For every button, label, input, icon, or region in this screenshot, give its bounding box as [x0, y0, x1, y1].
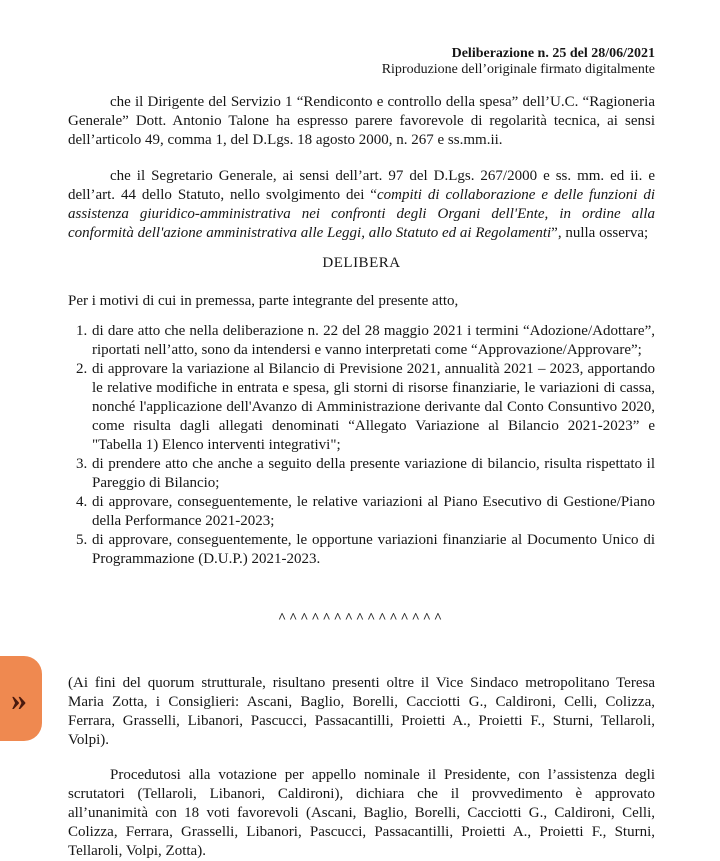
paragraph-dirigente: che il Dirigente del Servizio 1 “Rendiconto e controllo della spesa” dell’U.C. “Ragioneria Generale” Dott. Antonio Talone ha espresso parere favorevole di regolarità tecnica, ai sensi dell’articolo 49, comma 1, del D.Lgs. 18 agosto 2000, n. 267 e ss.mm.ii. — [68, 94, 655, 148]
paragraph-quorum: (Ai fini del quorum strutturale, risultano presenti oltre il Vice Sindaco metropolitano Teresa Maria Zotta, i Consiglieri: Ascani, Baglio, Borelli, Cacciotti G., Caldironi, Celli, Colizza, Ferrara, Grasselli, Libanori, Pascucci, Passacantilli, Proietti A., Proietti F., Sturni, Tellaroli, Volpi). — [68, 675, 655, 748]
reproduction-note: Riproduzione dell’originale firmato digitalmente — [381, 62, 655, 77]
list-item: 2. di approvare la variazione al Bilancio di Previsione 2021, annualità 2021 – 2023, apportando le relative modifiche in entrata e spesa, gli storni di risorse finanziarie, le variazioni di cassa, nonché l'applicazione dell'Avanzo di Amministrazione derivante dal Conto Consuntivo 2020, come risulta dagli allegati denominati “Allegato Variazione al Bilancio 2021-2023” e "Tabella 1) Elenco interventi integrativi"; — [91, 360, 655, 455]
deliberation-number: Deliberazione n. 25 del 28/06/2021 — [451, 46, 655, 61]
paragraph-segretario — [68, 167, 655, 243]
list-item: 5. di approvare, conseguentemente, le opportune variazioni finanziarie al Documento Unico di Programmazione (D.U.P.) 2021-2023. — [91, 531, 655, 569]
segretario-prefix: che il Segretario Generale, ai sensi dell’art. 97 del D.Lgs. 267/2000 e ss. mm. ed ii. e dell’art. 44 dello Statuto, nello svolgimento dei “ — [68, 168, 655, 203]
next-page-button[interactable] — [0, 656, 42, 741]
caret-separator: ^^^^^^^^^^^^^^^ — [277, 611, 446, 626]
paragraph-votazione: Procedutosi alla votazione per appello nominale il Presidente, con l’assistenza degli scrutatori (Tellaroli, Libanori, Caldironi), dichiara che il provvedimento è approvato all’unanimità con 18 voti favorevoli (Ascani, Baglio, Borelli, Cacciotti G., Caldironi, Celli, Colizza, Ferrara, Grasselli, Libanori, Pascucci, Passacantilli, Proietti A., Proietti F., Sturni, Tellaroli, Volpi, Zotta). — [68, 767, 655, 859]
segretario-italic-quote: compiti di collaborazione e delle funzioni di assistenza giuridico-amministrativa nei confronti degli Organi dell'Ente, in ordine alla conformità dell'azione amministrativa alle Leggi, allo Statuto ed ai Regolamenti — [68, 187, 655, 241]
double-chevron-right-icon: » — [11, 680, 27, 717]
list-item: 3. di prendere atto che anche a seguito della presente variazione di bilancio, risulta rispettato il Pareggio di Bilancio; — [91, 455, 655, 493]
paragraph-premessa: Per i motivi di cui in premessa, parte integrante del presente atto, — [68, 293, 459, 309]
list-item: 1. di dare atto che nella deliberazione n. 22 del 28 maggio 2021 i termini “Adozione/Adottare”, riportati nell’atto, sono da intendersi e vanno interpretati come “Approvazione/Approvare”; — [91, 322, 655, 360]
document-page — [68, 0, 655, 861]
delibera-heading: DELIBERA — [322, 255, 401, 271]
list-item: 4. di approvare, conseguentemente, le relative variazioni al Piano Esecutivo di Gestione/Piano della Performance 2021-2023; — [91, 493, 655, 531]
segretario-suffix: ”, nulla osserva; — [551, 225, 649, 241]
document-header — [68, 46, 655, 78]
delibera-list — [68, 322, 655, 569]
